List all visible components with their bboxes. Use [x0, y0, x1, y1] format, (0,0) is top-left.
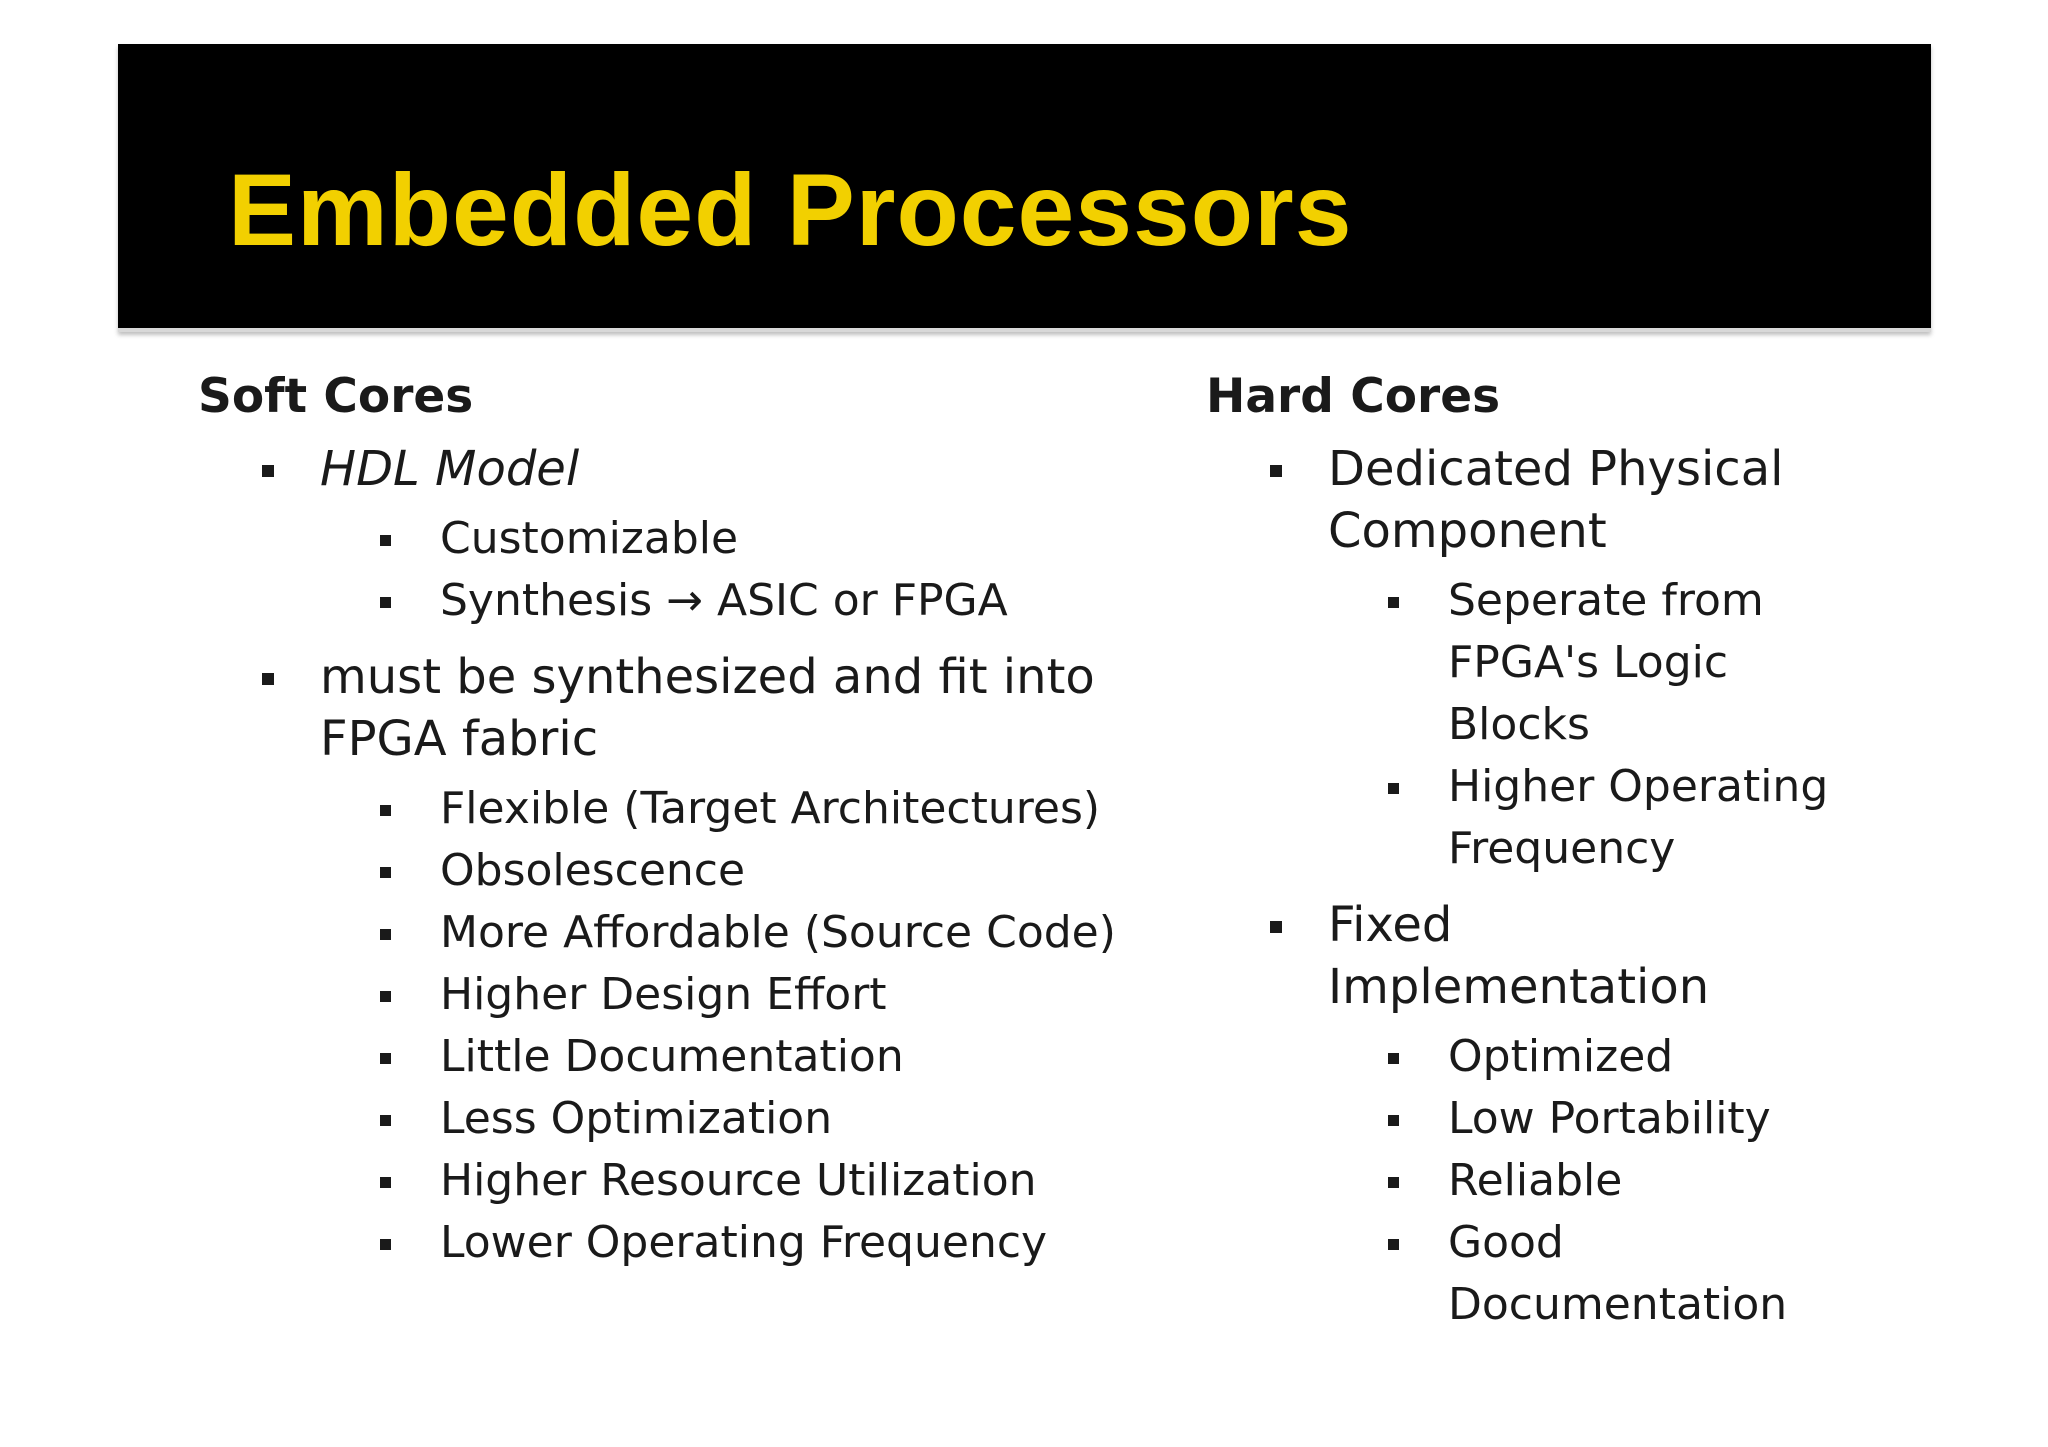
slide-title: Embedded Processors — [228, 153, 1353, 267]
sub-item-label: Flexible (Target Architectures) — [440, 783, 1101, 834]
bullet-icon — [1388, 597, 1399, 608]
sub-list — [1328, 1026, 1906, 1336]
bullet-icon — [1388, 783, 1399, 794]
sub-item-label: Little Documentation — [440, 1031, 904, 1082]
sub-item-label: Higher Operating Frequency — [1448, 761, 1829, 874]
bullet-icon — [380, 1115, 391, 1126]
hard-cores-heading: Hard Cores — [1206, 369, 1501, 424]
sub-list-item — [320, 964, 1188, 1026]
bullet-icon — [1388, 1053, 1399, 1064]
sub-item-label: Customizable — [440, 513, 739, 564]
sub-list-item — [320, 570, 1188, 632]
list-item — [1206, 894, 1906, 1336]
sub-list-item — [1328, 756, 1906, 880]
bullet-icon — [262, 465, 274, 477]
bullet-icon — [380, 867, 391, 878]
sub-list-item — [1328, 1150, 1906, 1212]
list-item-label: must be synthesized and fit into FPGA fabric — [320, 649, 1095, 767]
sub-item-label: Reliable — [1448, 1155, 1623, 1206]
list-item-label: Dedicated Physical Component — [1328, 441, 1784, 559]
list-item — [198, 646, 1188, 1274]
sub-list-item — [1328, 1088, 1906, 1150]
bullet-icon — [380, 1177, 391, 1188]
bullet-icon — [1388, 1239, 1399, 1250]
sub-item-label: Synthesis → ASIC or FPGA — [440, 575, 1008, 626]
sub-list — [1328, 570, 1906, 880]
sub-list-item — [320, 1026, 1188, 1088]
sub-item-label: Optimized — [1448, 1031, 1674, 1082]
sub-list — [320, 778, 1188, 1274]
soft-cores-list — [198, 438, 1188, 1274]
bullet-icon — [380, 597, 391, 608]
bullet-icon — [380, 1053, 391, 1064]
sub-item-label: More Affordable (Source Code) — [440, 907, 1116, 958]
sub-item-label: Low Portability — [1448, 1093, 1771, 1144]
bullet-icon — [380, 1239, 391, 1250]
list-item-label: Fixed Implementation — [1328, 897, 1710, 1015]
bullet-icon — [1388, 1177, 1399, 1188]
sub-item-label: Good Documentation — [1448, 1217, 1788, 1330]
sub-list-item — [320, 1088, 1188, 1150]
sub-list-item — [1328, 1212, 1906, 1336]
bullet-icon — [1270, 921, 1282, 933]
bullet-icon — [380, 805, 391, 816]
sub-item-label: Less Optimization — [440, 1093, 833, 1144]
soft-cores-column — [198, 364, 1188, 1284]
bullet-icon — [262, 673, 274, 685]
sub-list-item — [320, 508, 1188, 570]
bullet-icon — [380, 991, 391, 1002]
sub-list-item — [320, 778, 1188, 840]
sub-list-item — [1328, 570, 1906, 756]
sub-item-label: Higher Design Effort — [440, 969, 887, 1020]
bullet-icon — [380, 929, 391, 940]
bullet-icon — [1270, 465, 1282, 477]
hard-cores-column — [1206, 364, 1906, 1346]
sub-item-label: Seperate from FPGA's Logic Blocks — [1448, 575, 1764, 750]
bullet-icon — [380, 535, 391, 546]
sub-item-label: Obsolescence — [440, 845, 746, 896]
sub-list-item — [320, 902, 1188, 964]
sub-list-item — [320, 1212, 1188, 1274]
sub-list-item — [320, 840, 1188, 902]
soft-cores-heading: Soft Cores — [198, 369, 474, 424]
sub-item-label: Higher Resource Utilization — [440, 1155, 1037, 1206]
list-item — [198, 438, 1188, 632]
list-item — [1206, 438, 1906, 880]
bullet-icon — [1388, 1115, 1399, 1126]
list-item-label: HDL Model — [320, 441, 580, 497]
sub-item-label: Lower Operating Frequency — [440, 1217, 1048, 1268]
sub-list-item — [320, 1150, 1188, 1212]
sub-list-item — [1328, 1026, 1906, 1088]
sub-list — [320, 508, 1188, 632]
hard-cores-list — [1206, 438, 1906, 1336]
